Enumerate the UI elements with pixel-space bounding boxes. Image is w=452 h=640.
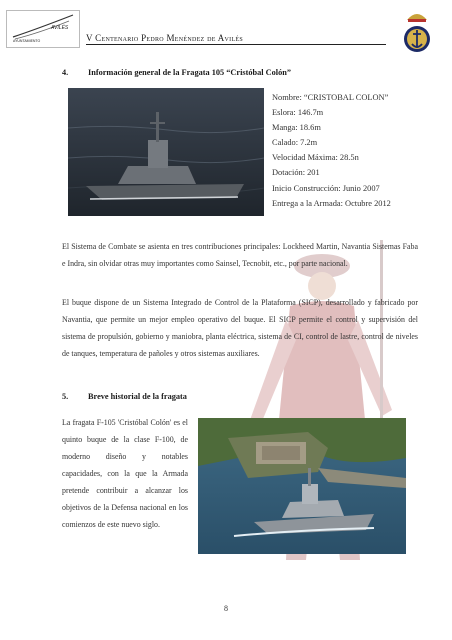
ayuntamiento-logo	[6, 10, 80, 48]
section-5-number: 5.	[62, 392, 69, 401]
section-5-heading	[62, 392, 187, 401]
spec-delivery: Entrega a la Armada: Octubre 2012	[272, 198, 391, 208]
spec-max-speed: Velocidad Máxima: 28.5n	[272, 153, 359, 163]
page-number: 8	[224, 604, 228, 613]
spec-name: Nombre: “CRISTOBAL COLON”	[272, 93, 389, 102]
spec-crew: Dotación: 201	[272, 168, 320, 178]
header-rule	[86, 44, 386, 45]
frigate-harbor-photo	[198, 418, 406, 554]
frigate-specs-list	[272, 90, 391, 211]
header-title: V Centenario Pedro Menéndez de Avilés	[86, 33, 244, 43]
section-4-title: Información general de la Fragata 105 “Cristóbal Colón”	[88, 68, 292, 77]
section-5-title: Breve historial de la fragata	[88, 392, 187, 401]
section-4-number: 4.	[62, 68, 69, 77]
paragraph-sicp: El buque dispone de un Sistema Integrado de Control de la Plataforma (SICP), desarrollado y fabricado por Navantia, que permite un mejor empleo operativo del buque. El SICP permite el control y supervisión del sistema de propulsión, gobierno y maniobra, planta eléctrica, sistema de CI, control de lastre, control de niveles de tanques, temperatura de pañoles y otros sistemas auxiliares.	[62, 298, 418, 358]
paragraph-combat-system: El Sistema de Combate se asienta en tres contribuciones principales: Lockheed Martin, Navantia Sistemas Faba e Indra, sin olvidar otras muy importantes como Sainsel, Tecnobit, etc., por parte nacional.	[62, 242, 418, 268]
paragraph-history: La fragata F-105 'Cristóbal Colón' es el quinto buque de la clase F-100, de moderno diseño y notables capacidades, con la que la Armada pretende contribuir a alcanzar los objetivos de la Defensa nacional en los comienzos de este nuevo siglo.	[62, 418, 188, 529]
logo-subtext: AYUNTAMIENTO	[13, 39, 41, 43]
section-4-heading	[62, 68, 291, 77]
logo-text: AVILÉS	[51, 25, 69, 31]
spec-beam: Manga: 18.6m	[272, 123, 321, 133]
spec-draft: Calado: 7.2m	[272, 138, 318, 148]
frigate-photo	[68, 88, 264, 216]
spec-length: Eslora: 146.7m	[272, 108, 324, 118]
spec-construction-start: Inicio Construcción: Junio 2007	[272, 183, 380, 193]
navy-seal-icon	[402, 6, 432, 58]
